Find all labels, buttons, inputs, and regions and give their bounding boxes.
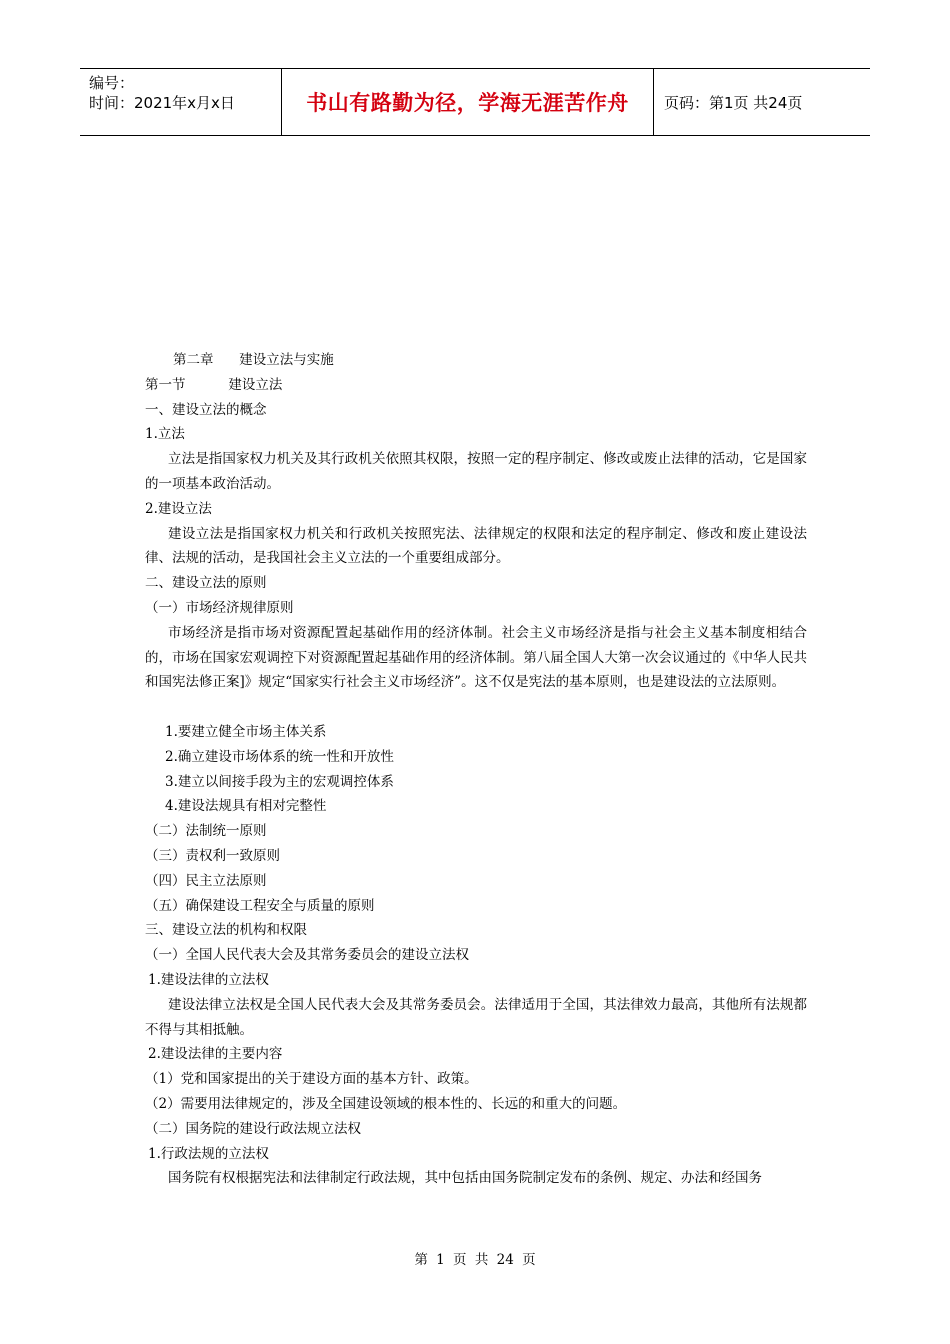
list-item: （2）需要用法律规定的，涉及全国建设领域的根本性的、长远的和重大的问题。 [145, 1095, 627, 1112]
document-body [145, 348, 807, 1191]
header-page-info: 页码：第1页 共24页 [664, 93, 803, 112]
paragraph-law-power: 建设法律立法权是全国人民代表大会及其常务委员会。法律适用于全国，其法律效力最高，其他所有法规都不得与其相抵触。 [145, 996, 807, 1038]
list-item: 4.建设法规具有相对完整性 [165, 798, 327, 815]
section-title: 第一节 建设立法 [145, 376, 283, 393]
subheading-npc: （一）全国人民代表大会及其常务委员会的建设立法权 [145, 947, 469, 964]
list-item: 2.确立建设市场体系的统一性和开放性 [165, 748, 394, 765]
paragraph-legislation: 立法是指国家权力机关及其行政机关依照其权限，按照一定的程序制定、修改或废止法律的活动，它是国家的一项基本政治活动。 [145, 451, 807, 492]
subheading-principle: （五）确保建设工程安全与质量的原则 [145, 897, 375, 914]
heading-law-content: 2.建设法律的主要内容 [148, 1046, 283, 1063]
header-motto: 书山有路勤为径，学海无涯苦作舟 [282, 69, 654, 135]
document-date-label: 时间：2021年x月x日 [89, 94, 235, 112]
paragraph-admin-power: 国务院有权根据宪法和法律制定行政法规，其中包括由国务院制定发布的条例、规定、办法和经国务 [168, 1170, 762, 1187]
page-header [80, 68, 870, 136]
subheading-state-council: （二）国务院的建设行政法规立法权 [145, 1120, 361, 1137]
subheading-principle: （二）法制统一原则 [145, 823, 267, 840]
page-footer: 第 1 页 共 24 页 [414, 1252, 536, 1268]
header-meta-cell [80, 69, 282, 135]
list-item: 1.要建立健全市场主体关系 [165, 723, 327, 740]
heading-concept: 一、建设立法的概念 [145, 401, 267, 418]
heading-construction-legislation: 2.建设立法 [145, 500, 212, 517]
subheading-principle: （三）责权利一致原则 [145, 847, 280, 864]
heading-admin-power: 1.行政法规的立法权 [148, 1145, 269, 1162]
heading-legislation: 1.立法 [145, 426, 185, 443]
subheading-market: （一）市场经济规律原则 [145, 599, 294, 616]
list-item: 3.建立以间接手段为主的宏观调控体系 [165, 773, 394, 790]
paragraph-market: 市场经济是指市场对资源配置起基础作用的经济体制。社会主义市场经济是指与社会主义基本制度相结合的，市场在国家宏观调控下对资源配置起基础作用的经济体制。第八届全国人大第一次会议通过的《中华人民共和国宪法修正案]》规定“国家实行社会主义市场经济”。这不仅是宪法的基本原则，也是建设法的立法原则。 [145, 624, 807, 691]
chapter-title: 第二章 建设立法与实施 [173, 352, 334, 368]
heading-principles: 二、建设立法的原则 [145, 575, 267, 592]
subheading-principle: （四）民主立法原则 [145, 872, 267, 889]
heading-law-power: 1.建设法律的立法权 [148, 971, 269, 988]
paragraph-construction-legislation: 建设立法是指国家权力机关和行政机关按照宪法、法律规定的权限和法定的程序制定、修改和废止建设法律、法规的活动，是我国社会主义立法的一个重要组成部分。 [145, 525, 807, 567]
document-id-label: 编号： [89, 74, 135, 92]
list-item: （1）党和国家提出的关于建设方面的基本方针、政策。 [145, 1071, 478, 1088]
heading-institutions: 三、建设立法的机构和权限 [145, 922, 307, 939]
